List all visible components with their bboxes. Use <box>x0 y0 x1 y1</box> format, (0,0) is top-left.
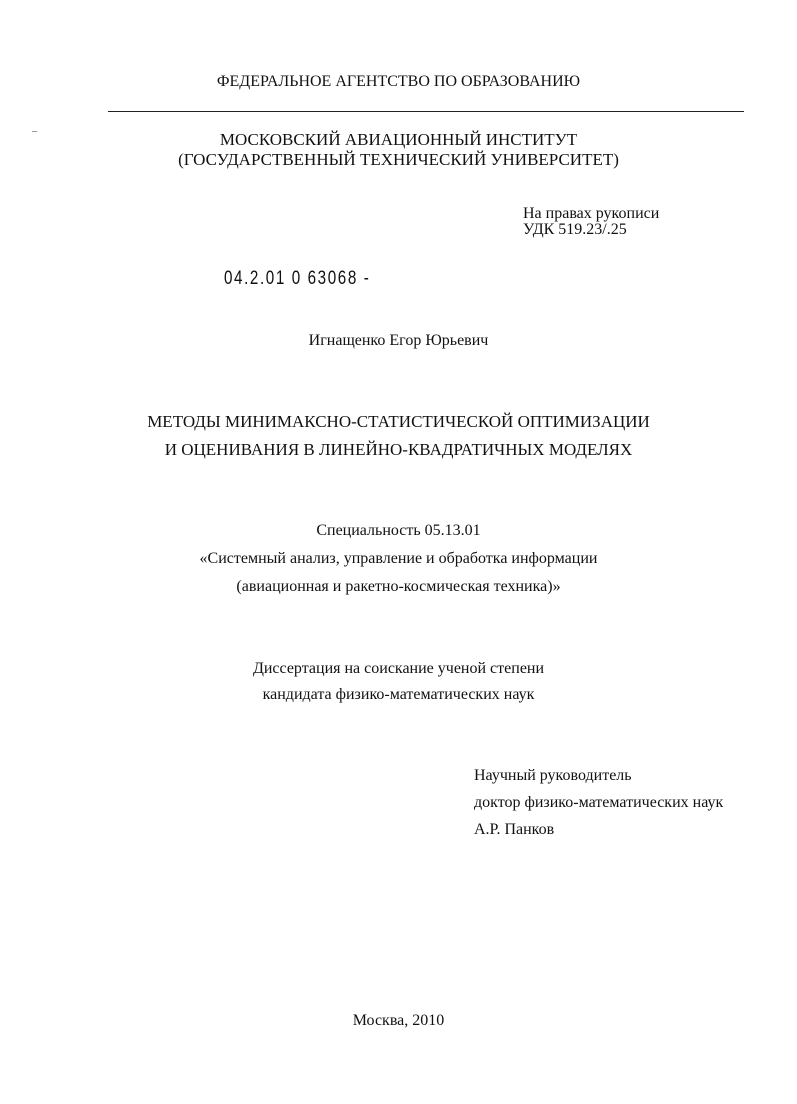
header-divider <box>108 111 744 112</box>
author-name: Игнащенко Егор Юрьевич <box>308 332 489 349</box>
advisor-name: А.Р. Панков <box>474 821 555 838</box>
manuscript-rights: На правах рукописи <box>523 205 660 222</box>
institute-name: МОСКОВСКИЙ АВИАЦИОННЫЙ ИНСТИТУТ <box>219 130 578 149</box>
udk-code: УДК 519.23/.25 <box>523 221 627 238</box>
advisor-degree: доктор физико-математических наук <box>474 794 724 811</box>
specialty-name: «Системный анализ, управление и обработка информации <box>199 550 598 567</box>
institute-subtitle: (ГОСУДАРСТВЕННЫЙ ТЕХНИЧЕСКИЙ УНИВЕРСИТЕТ) <box>178 150 619 169</box>
dissertation-title-line-2: И ОЦЕНИВАНИЯ В ЛИНЕЙНО-КВАДРАТИЧНЫХ МОДЕЛЯХ <box>164 440 633 459</box>
advisor-label: Научный руководитель <box>474 767 632 784</box>
agency-heading: ФЕДЕРАЛЬНОЕ АГЕНТСТВО ПО ОБРАЗОВАНИЮ <box>216 73 581 90</box>
dissertation-title-line-1: МЕТОДЫ МИНИМАКСНО-СТАТИСТИЧЕСКОЙ ОПТИМИЗАЦИИ <box>147 412 650 431</box>
degree-line-1: Диссертация на соискание ученой степени <box>252 660 545 677</box>
city-year: Москва, 2010 <box>352 1012 445 1029</box>
specialty-code: Специальность 05.13.01 <box>316 522 481 539</box>
degree-line-2: кандидата физико-математических наук <box>262 686 535 703</box>
specialty-field: (авиационная и ракетно-космическая техника)» <box>236 578 561 595</box>
library-stamp-number: 04.2.01 0 63068 - <box>224 268 371 289</box>
